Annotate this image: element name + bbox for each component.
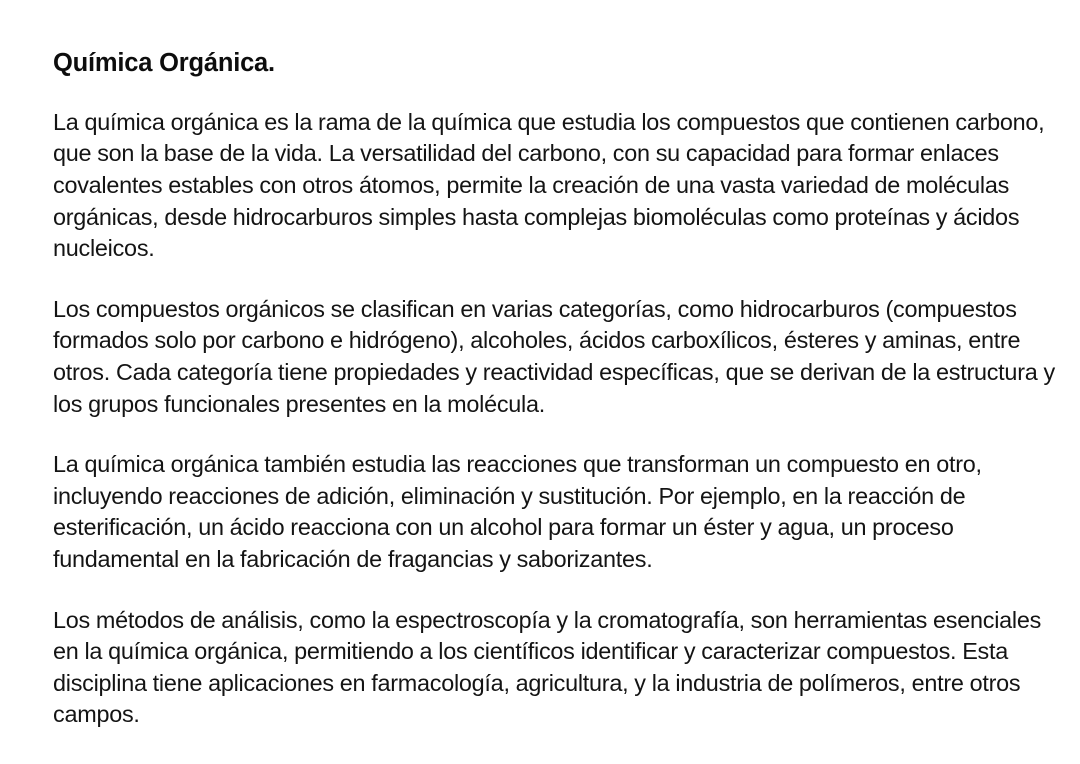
paragraph-intro: La química orgánica es la rama de la química que estudia los compuestos que contienen carbono, que son la base de la vida. La versatilidad del carbono, con su capacidad para formar enlaces covalentes estables con otros átomos, permite la creación de una vasta variedad de moléculas orgánicas, desde hidrocarburos simples hasta complejas biomoléculas como proteínas y ácidos nucleicos.	[53, 108, 1045, 262]
paragraph-reacciones: La química orgánica también estudia las reacciones que transforman un compuesto en otro, incluyendo reacciones de adición, eliminación y sustitución. Por ejemplo, en la reacción de esterificación, un ácido reacciona con un alcohol para formar un éster y agua, un proceso fundamental en la fabricación de fragancias y saborizantes.	[53, 451, 982, 572]
paragraph-metodos: Los métodos de análisis, como la espectroscopía y la cromatografía, son herramientas esenciales en la química orgánica, permitiendo a los científicos identificar y caracterizar compuestos. Esta disciplina tiene aplicaciones en farmacología, agricultura, y la industria de polímeros, entre otros campos.	[53, 606, 1042, 728]
paragraph-clasificacion: Los compuestos orgánicos se clasifican en varias categorías, como hidrocarburos (compuestos formados solo por carbono e hidrógeno), alcoholes, ácidos carboxílicos, ésteres y aminas, entre otros. Cada categoría tiene propiedades y reactividad específicas, que se derivan de la estructura y los grupos funcionales presentes en la molécula.	[53, 295, 1055, 417]
page-title: Química Orgánica.	[53, 49, 275, 77]
document-body	[53, 107, 1058, 731]
